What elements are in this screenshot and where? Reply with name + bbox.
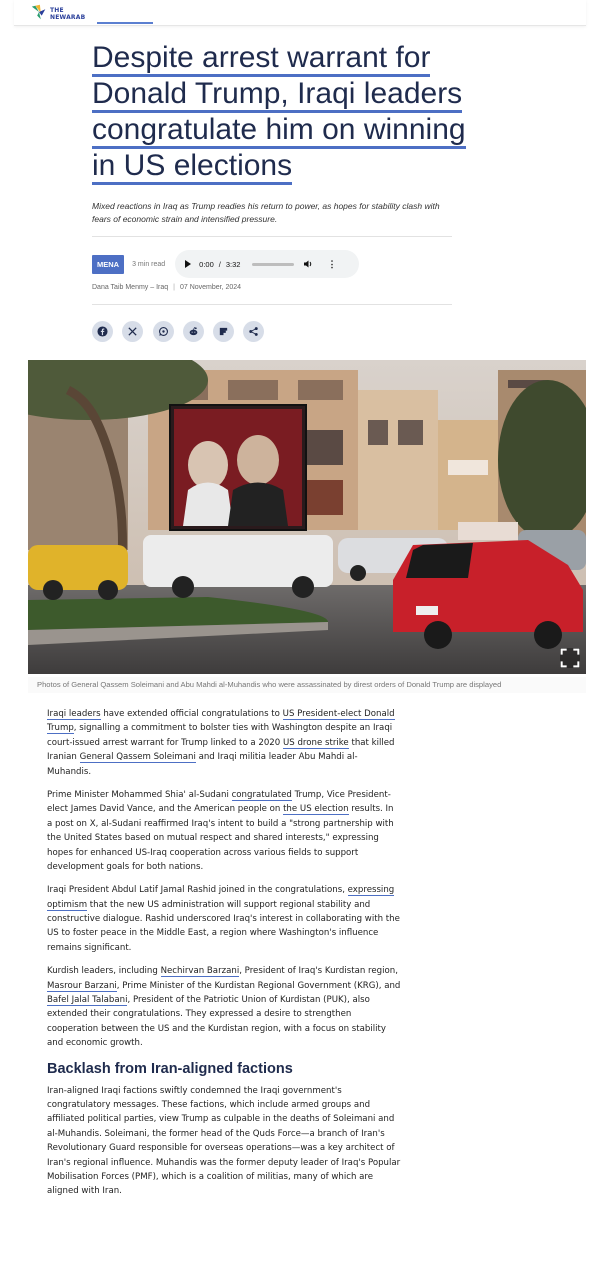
byline-separator: | xyxy=(173,284,175,291)
share-buttons xyxy=(92,321,274,342)
audio-current-time: 0:00 xyxy=(199,259,214,269)
link-nechirvan-barzani[interactable]: Nechirvan Barzani xyxy=(160,966,240,977)
link-us-election[interactable]: the US election xyxy=(283,804,349,815)
play-icon[interactable] xyxy=(185,260,191,268)
bird-logo-icon xyxy=(30,3,48,21)
link-expressing-optimism[interactable]: expressing optimism xyxy=(47,885,395,910)
link-congratulated[interactable]: congratulated xyxy=(231,789,292,800)
article-body xyxy=(47,707,401,1208)
link-soleimani[interactable]: General Qassem Soleimani xyxy=(79,752,196,763)
share-icon[interactable] xyxy=(243,321,264,342)
volume-icon[interactable] xyxy=(303,259,313,269)
section-heading: Backlash from Iran-aligned factions xyxy=(47,1060,293,1077)
article-photo[interactable] xyxy=(28,360,586,674)
title-line: in US elections xyxy=(92,149,292,185)
audio-progress-bar[interactable] xyxy=(252,263,294,266)
category-badge[interactable]: MENA xyxy=(92,255,124,274)
facebook-icon[interactable] xyxy=(92,321,113,342)
link-masrour-barzani[interactable]: Masrour Barzani xyxy=(47,980,117,991)
whatsapp-icon[interactable] xyxy=(153,321,174,342)
link-bafel-talabani[interactable]: Bafel Jalal Talabani xyxy=(47,994,128,1005)
body-paragraph: Iraqi leaders have extended official congratulations to US President-elect Donald Trump, signalling a commitment to bolster ties with Washington despite an Iraqi court-issued arrest warrant for Trump linked to a 2020 US drone strike that killed Iranian General Qassem Soleimani and Iraqi militia leader Abu Mahdi al-Muhandis. xyxy=(47,709,395,777)
reddit-icon[interactable] xyxy=(183,321,204,342)
body-paragraph: Iraqi President Abdul Latif Jamal Rashid joined in the congratulations, expressing optimism that the new US administration will support regional stability and constructive dialogue. Rashid underscored Iraq's interest in collaborating with the US to foster peace in the Middle East, a region where Washington's influence remains significant. xyxy=(47,885,400,953)
x-icon[interactable] xyxy=(122,321,143,342)
divider xyxy=(92,304,452,305)
link-iraqi-leaders[interactable]: Iraqi leaders xyxy=(47,709,101,719)
street-scene-image xyxy=(28,360,586,674)
audio-duration: 3:32 xyxy=(225,259,241,269)
body-paragraph: Iran-aligned Iraqi factions swiftly condemned the Iraqi government's congratulatory messages. These factions, which include armed groups and affiliated political parties, view Trump as culpable in the deaths of Soleimani and al-Muhandis. Soleimani, the former head of the Quds Force—a branch of Iran's Revolutionary Guard responsible for overseas operations—was a key architect of Iran's regional influence. Muhandis was the former deputy leader of Iraq's Popular Mobilisation Forces (PMF), which is a coalition of militias, many of which are aligned with Iran. xyxy=(47,1085,401,1197)
link-drone-strike[interactable]: US drone strike xyxy=(282,737,349,748)
site-header xyxy=(14,0,586,26)
body-paragraph: Kurdish leaders, including Nechirvan Barzani, President of Iraq's Kurdistan region, Masrour Barzani, Prime Minister of the Kurdistan Regional Government (KRG), and Bafel Jalal Talabani, President of the Patriotic Union of Kurdistan (PUK), also extended their congratulations. They expressed a desire to strengthen cooperation between the US and the Kurdistan region, with a focus on stability and economic growth. xyxy=(47,966,401,1049)
audio-time-separator: / xyxy=(218,259,221,269)
article-meta-row xyxy=(92,250,452,278)
read-time: 3 min read xyxy=(132,260,166,268)
article-subtitle: Mixed reactions in Iraq as Trump readies his return to power, as hopes for stability clash with fears of economic strain and intensified pressure. xyxy=(92,201,440,224)
divider xyxy=(92,236,452,237)
byline xyxy=(92,284,241,291)
title-line: congratulate him on winning xyxy=(92,113,466,149)
publish-date: 07 November, 2024 xyxy=(179,284,242,291)
link-trump[interactable]: US President-elect Donald Trump xyxy=(47,709,395,734)
more-options-icon[interactable]: ⋮ xyxy=(327,258,337,269)
body-paragraph: Prime Minister Mohammed Shia' al-Sudani congratulated Trump, Vice President-elect James David Vance, and the American people on the US election results. In a post on X, al-Sudani reaffirmed Iraq's intent to build a "strong partnership with the United States based on mutual respect and shared interests," expressing hopes for enhanced US-Iraq cooperation across various fields to support development goals for both nations. xyxy=(47,789,394,872)
expand-icon[interactable] xyxy=(560,648,580,668)
flipboard-icon[interactable] xyxy=(213,321,234,342)
site-logo[interactable] xyxy=(30,3,85,21)
article-title xyxy=(92,40,472,184)
logo-text: THE NEWARAB xyxy=(50,7,86,21)
author-name[interactable]: Dana Taib Menmy – Iraq xyxy=(92,284,169,291)
audio-player xyxy=(175,250,359,278)
title-line: Despite arrest warrant for xyxy=(92,41,430,77)
title-line: Donald Trump, Iraqi leaders xyxy=(92,77,462,113)
photo-caption: Photos of General Qassem Soleimani and Abu Mahdi al-Muhandis who were assassinated by direst orders of Donald Trump are displayed xyxy=(28,677,586,693)
nav-active-indicator xyxy=(97,22,153,24)
